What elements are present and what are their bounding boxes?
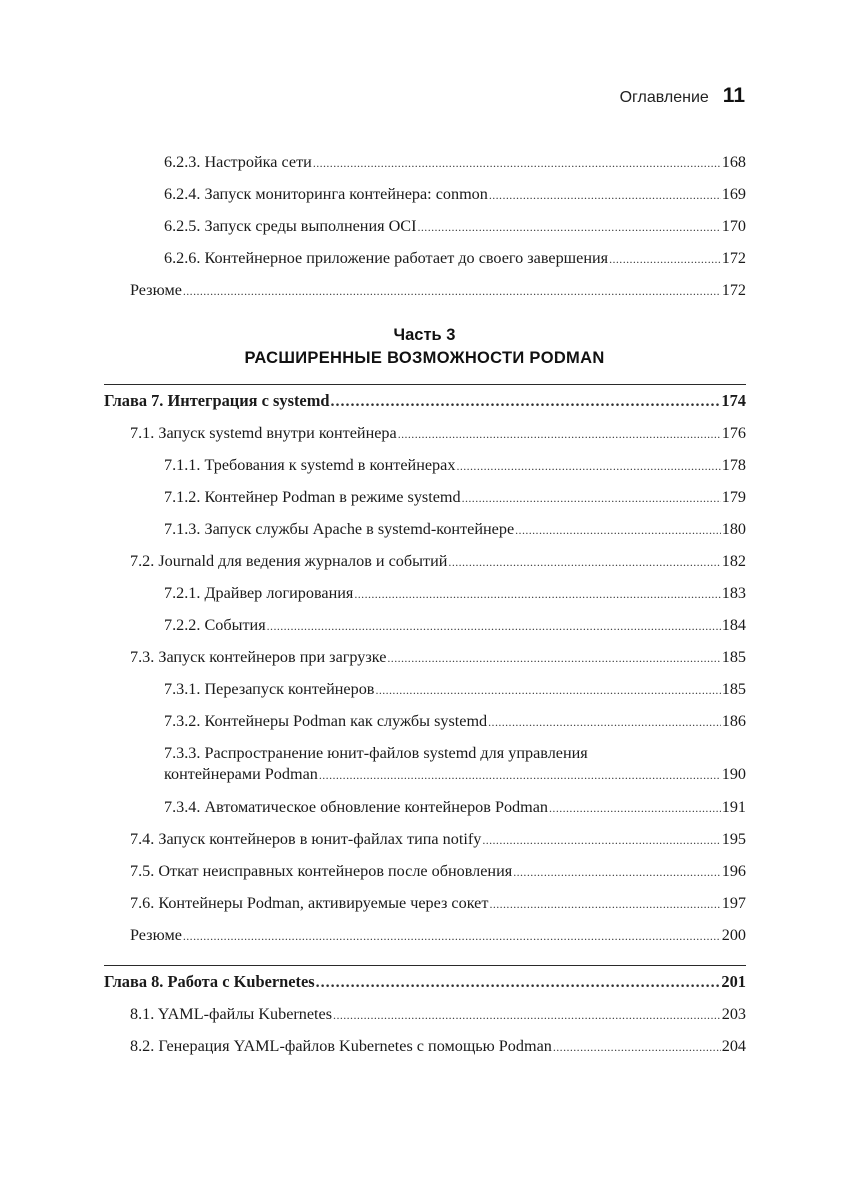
toc-entry-page: 179 <box>721 488 746 506</box>
toc-entry-label: 6.2.3. Настройка сети <box>164 153 312 171</box>
toc-chapter-page: 201 <box>721 972 746 991</box>
toc-entry-7-2-2[interactable] <box>104 609 746 641</box>
toc-entry-summary-ch6[interactable] <box>104 274 746 306</box>
dot-leader <box>333 999 721 1031</box>
toc-entry-7-3-3[interactable] <box>104 737 746 791</box>
toc-entry-7-5[interactable] <box>104 855 746 887</box>
dot-leader <box>398 418 721 450</box>
toc-entry-page: 186 <box>721 712 746 730</box>
dot-leader <box>448 546 720 578</box>
dot-leader <box>313 147 721 179</box>
toc-entry-label: 7.1.2. Контейнер Podman в режиме systemd <box>164 488 461 506</box>
toc-entry-6-2-6[interactable] <box>104 242 746 274</box>
toc-entry-label: 7.5. Откат неисправных контейнеров после обновления <box>130 862 513 880</box>
running-head-title: Оглавление <box>619 89 709 106</box>
toc-entry-7-1[interactable] <box>104 417 746 449</box>
toc-chapter6-continued <box>104 146 746 306</box>
toc-entry-label: 7.3.1. Перезапуск контейнеров <box>164 680 375 698</box>
toc-entry-line2 <box>164 764 746 786</box>
toc-entry-label: 7.1.3. Запуск службы Apache в systemd-контейнере <box>164 520 515 538</box>
toc-entry-7-3-4[interactable] <box>104 791 746 823</box>
toc-chapter-7[interactable] <box>104 385 746 417</box>
dot-leader <box>330 386 720 418</box>
dot-leader <box>609 243 721 275</box>
toc-entry-label: 6.2.6. Контейнерное приложение работает до своего завершения <box>164 249 609 267</box>
toc-chapter-page: 174 <box>721 391 746 410</box>
dot-leader <box>549 792 721 824</box>
toc-entry-page: 170 <box>721 217 746 235</box>
toc-entry-page: 185 <box>721 680 746 698</box>
toc-entry-7-4[interactable] <box>104 823 746 855</box>
toc-entry-page: 178 <box>721 456 746 474</box>
toc-entry-7-2[interactable] <box>104 545 746 577</box>
toc-entry-label: 7.3. Запуск контейнеров при загрузке <box>130 648 387 666</box>
toc-entry-page: 185 <box>721 648 746 666</box>
dot-leader <box>456 450 720 482</box>
dot-leader <box>482 824 720 856</box>
toc-entry-label-line1: 7.3.3. Распространение юнит-файлов systemd для управления <box>164 744 588 762</box>
toc-entry-7-1-3[interactable] <box>104 513 746 545</box>
toc-entry-page: 197 <box>721 894 746 912</box>
toc-entry-6-2-4[interactable] <box>104 178 746 210</box>
toc-entry-page: 168 <box>721 153 746 171</box>
toc-entry-label: 8.2. Генерация YAML-файлов Kubernetes с помощью Podman <box>130 1037 552 1055</box>
toc-entry-label: 7.2.1. Драйвер логирования <box>164 584 354 602</box>
toc-entry-page: 195 <box>721 830 746 848</box>
toc-entry-7-3-1[interactable] <box>104 673 746 705</box>
toc-entry-label: 7.2. Journald для ведения журналов и событий <box>130 552 448 570</box>
toc-entry-page: 203 <box>721 1005 746 1023</box>
toc-entry-summary-ch7[interactable] <box>104 919 746 951</box>
toc-entry-8-2[interactable] <box>104 1030 746 1062</box>
dot-leader <box>354 578 720 610</box>
dot-leader <box>418 211 721 243</box>
dot-leader <box>267 610 721 642</box>
toc-chapter7 <box>104 385 746 951</box>
toc-entry-page: 196 <box>721 862 746 880</box>
toc-entry-label: 7.1.1. Требования к systemd в контейнерах <box>164 456 456 474</box>
toc-entry-page: 182 <box>721 552 746 570</box>
page-number: 11 <box>722 84 745 107</box>
toc-entry-6-2-3[interactable] <box>104 146 746 178</box>
dot-leader <box>513 856 721 888</box>
toc-entry-label: 7.3.2. Контейнеры Podman как службы systemd <box>164 712 488 730</box>
toc-entry-label: 7.1. Запуск systemd внутри контейнера <box>130 424 397 442</box>
toc-chapter8 <box>104 966 746 1062</box>
toc-entry-label-line2: контейнерами Podman <box>164 765 318 783</box>
toc-entry-label: 6.2.4. Запуск мониторинга контейнера: conmon <box>164 185 488 203</box>
dot-leader <box>319 765 721 786</box>
toc-entry-7-6[interactable] <box>104 887 746 919</box>
dot-leader <box>183 920 721 952</box>
toc-entry-page: 172 <box>721 249 746 267</box>
toc-entry-label: 6.2.5. Запуск среды выполнения OCI <box>164 217 417 235</box>
toc-entry-label: Резюме <box>130 281 182 299</box>
toc-entry-label: Резюме <box>130 926 182 944</box>
toc-entry-7-1-1[interactable] <box>104 449 746 481</box>
toc-entry-6-2-5[interactable] <box>104 210 746 242</box>
toc-entry-page: 204 <box>721 1037 746 1055</box>
part-heading <box>0 324 849 370</box>
toc-entry-label: 7.2.2. События <box>164 616 266 634</box>
toc-entry-label: 7.3.4. Автоматическое обновление контейнеров Podman <box>164 798 549 816</box>
toc-entry-label: 7.4. Запуск контейнеров в юнит-файлах типа notify <box>130 830 482 848</box>
toc-entry-7-3[interactable] <box>104 641 746 673</box>
toc-entry-page: 183 <box>721 584 746 602</box>
dot-leader <box>183 275 721 307</box>
dot-leader <box>489 888 720 920</box>
toc-entry-page: 191 <box>721 798 746 816</box>
toc-entry-label: 7.6. Контейнеры Podman, активируемые через сокет <box>130 894 489 912</box>
toc-chapter-label: Глава 8. Работа с Kubernetes <box>104 972 315 991</box>
dot-leader <box>515 514 721 546</box>
dot-leader <box>387 642 720 674</box>
dot-leader <box>488 706 721 738</box>
toc-entry-7-1-2[interactable] <box>104 481 746 513</box>
dot-leader <box>375 674 720 706</box>
toc-entry-page: 184 <box>721 616 746 634</box>
toc-entry-page: 200 <box>721 926 746 944</box>
dot-leader <box>553 1031 721 1063</box>
dot-leader <box>316 967 721 999</box>
toc-entry-page: 180 <box>721 520 746 538</box>
part-number: Часть 3 <box>393 326 456 344</box>
dot-leader <box>489 179 721 211</box>
toc-entry-8-1[interactable] <box>104 998 746 1030</box>
toc-chapter-8[interactable] <box>104 966 746 998</box>
running-head <box>620 84 745 108</box>
toc-entry-7-3-2[interactable] <box>104 705 746 737</box>
toc-entry-page: 169 <box>721 185 746 203</box>
toc-entry-page: 190 <box>721 765 746 783</box>
dot-leader <box>462 482 721 514</box>
toc-entry-7-2-1[interactable] <box>104 577 746 609</box>
part-title: РАСШИРЕННЫЕ ВОЗМОЖНОСТИ PODMAN <box>244 349 605 367</box>
toc-entry-page: 176 <box>721 424 746 442</box>
toc-chapter-label: Глава 7. Интеграция с systemd <box>104 391 330 410</box>
toc-entry-page: 172 <box>721 281 746 299</box>
toc-entry-label: 8.1. YAML-файлы Kubernetes <box>130 1005 333 1023</box>
